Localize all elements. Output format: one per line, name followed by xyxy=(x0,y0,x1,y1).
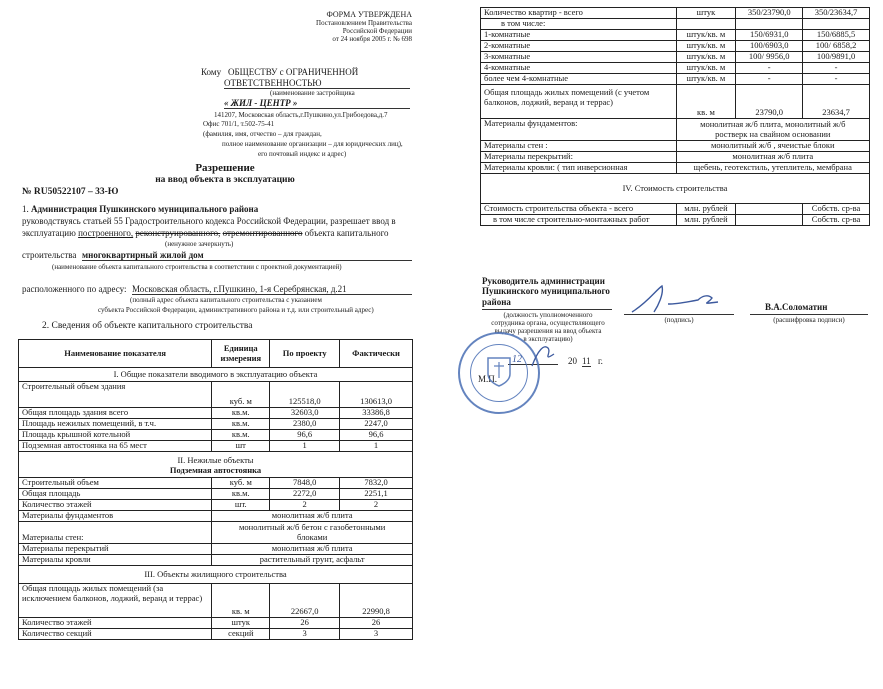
row-planned: 26 xyxy=(270,618,340,629)
row-planned xyxy=(736,19,803,30)
option-repaired: отремонтированного xyxy=(222,228,303,238)
table-row xyxy=(19,500,413,511)
row-label: Подземная автостоянка на 65 мест xyxy=(19,441,212,452)
komu-label: Кому xyxy=(201,67,222,77)
signatory-title-line1: Руководитель администрации xyxy=(482,276,605,286)
table-row xyxy=(481,30,870,41)
name-line xyxy=(750,314,868,315)
material-value: монолитный ж/б бетон с газобетонными блоками xyxy=(212,522,413,544)
row-unit: штук/кв. м xyxy=(676,41,736,52)
row-planned: 2380,0 xyxy=(270,419,340,430)
row-unit: куб. м xyxy=(212,382,270,408)
position-hint-line4: в эксплуатацию) xyxy=(523,335,573,344)
material-value: монолитный ж/б , ячеистые блоки xyxy=(676,141,869,152)
table-row xyxy=(19,408,413,419)
row-planned: 23790,0 xyxy=(736,85,803,119)
table-row xyxy=(481,19,870,30)
signatory-title-line3: района xyxy=(482,296,511,307)
table-row xyxy=(481,41,870,52)
row-unit: шт. xyxy=(212,500,270,511)
coat-of-arms-icon xyxy=(486,356,512,388)
table-row xyxy=(19,430,413,441)
table-row xyxy=(481,215,870,226)
row-planned xyxy=(736,204,803,215)
table-row xyxy=(481,141,870,152)
section-4-title: IV. Стоимость строительства xyxy=(481,174,870,204)
decree-line: Постановлением Правительства xyxy=(316,19,412,28)
row-unit: кв. м xyxy=(676,85,736,119)
table-row xyxy=(481,119,870,141)
form-approval-header xyxy=(270,10,412,43)
row-planned: 2272,0 xyxy=(270,489,340,500)
row-label: в том числе: xyxy=(481,19,677,30)
material-label: Материалы фундаментов: xyxy=(481,119,677,141)
form-approved-label: ФОРМА УТВЕРЖДЕНА xyxy=(326,10,412,19)
row-actual: Собств. ср-ва xyxy=(803,204,870,215)
row-unit: штук/кв. м xyxy=(676,52,736,63)
row-actual: - xyxy=(803,74,870,85)
recipient-org-name: « ЖИЛ - ЦЕНТР » xyxy=(224,98,410,109)
position-hint-line1: (должность уполномоченного xyxy=(503,311,593,319)
recipient-hint-line3: его почтовый индекс и адрес) xyxy=(258,150,347,158)
signature-squiggle-icon xyxy=(528,340,558,370)
object-capital: объекта капитального xyxy=(304,228,389,238)
material-label: Материалы стен : xyxy=(481,141,677,152)
row-actual: 23634,7 xyxy=(803,85,870,119)
row-label: 2-комнатные xyxy=(481,41,677,52)
material-value: растительный грунт, асфальт xyxy=(212,555,413,566)
table-row xyxy=(19,544,413,555)
address-hint-line2: субъекта Российской Федерации, административного района и т.д. или строительный адрес) xyxy=(98,306,374,314)
date-year: 20 xyxy=(568,356,577,366)
row-planned: 150/6931,0 xyxy=(736,30,803,41)
row-unit: секций xyxy=(212,629,270,640)
address-hint-line1: (полный адрес объекта капитального строительства с указанием xyxy=(130,296,322,304)
row-unit: куб. м xyxy=(212,478,270,489)
row-unit: кв.м. xyxy=(212,489,270,500)
table-row xyxy=(481,204,870,215)
handwritten-signature xyxy=(628,282,728,318)
row-planned: 2 xyxy=(270,500,340,511)
row-actual: 3 xyxy=(340,629,413,640)
row-unit: кв.м. xyxy=(212,419,270,430)
decree-date-line: от 24 ноября 2005 г. № 698 xyxy=(332,35,412,44)
row-label: Количество квартир - всего xyxy=(481,8,677,19)
material-value: монолитная ж/б плита xyxy=(212,511,413,522)
table-row xyxy=(19,618,413,629)
row-unit: кв. м xyxy=(212,584,270,618)
seal-place-label: М.П. xyxy=(478,374,498,384)
document-title: Разрешение xyxy=(195,162,255,174)
row-unit: штук/кв. м xyxy=(676,63,736,74)
row-label: Стоимость строительства объекта - всего xyxy=(481,204,677,215)
row-label: Общая площадь xyxy=(19,489,212,500)
object-name-hint: (наименование объекта капитального строительства в соответствии с проектной документацией) xyxy=(52,263,342,271)
row-planned: 3 xyxy=(270,629,340,640)
row-actual: 100/9891,0 xyxy=(803,52,870,63)
row-unit: штук xyxy=(676,8,736,19)
row-label: Площадь нежилых помещений, в т.ч. xyxy=(19,419,212,430)
material-label: Материалы перекрытий: xyxy=(481,152,677,163)
option-reconstructed: реконструированного, xyxy=(135,228,221,238)
row-unit: шт xyxy=(212,441,270,452)
developer-name-hint: (наименование застройщика xyxy=(270,89,355,97)
row-planned: 100/6903,0 xyxy=(736,41,803,52)
table-row xyxy=(19,522,413,544)
row-planned: 125518,0 xyxy=(270,382,340,408)
row-planned: - xyxy=(736,74,803,85)
row-unit xyxy=(676,19,736,30)
issuing-authority: Администрация Пушкинского муниципального района xyxy=(31,204,259,214)
option-built: построенного, xyxy=(78,228,134,238)
row-actual: 130613,0 xyxy=(340,382,413,408)
table-row xyxy=(19,511,413,522)
material-value: монолитная ж/б плита xyxy=(676,152,869,163)
material-label: Материалы кровли xyxy=(19,555,212,566)
header-indicator: Наименование показателя xyxy=(19,340,212,368)
row-actual: 22990,8 xyxy=(340,584,413,618)
table-header-row xyxy=(19,340,413,368)
address-label: расположенного по адресу: xyxy=(22,284,127,294)
name-hint: (расшифровка подписи) xyxy=(773,316,845,324)
row-actual xyxy=(803,19,870,30)
row-actual: 2251,1 xyxy=(340,489,413,500)
object-label: строительства xyxy=(22,250,77,260)
row-label: Общая площадь здания всего xyxy=(19,408,212,419)
row-planned: - xyxy=(736,63,803,74)
signatory-title xyxy=(482,276,610,307)
row-planned: 22667,0 xyxy=(270,584,340,618)
object-address: Московская область, г.Пушкино, 1-я Серебрянская, д.21 xyxy=(132,284,412,295)
section-1-title: I. Общие показатели вводимого в эксплуатацию объекта xyxy=(19,368,413,382)
row-planned: 7848,0 xyxy=(270,478,340,489)
document-subtitle: на ввод объекта в эксплуатацию xyxy=(155,175,295,185)
position-hint-line2: сотрудника органа, осуществляющего xyxy=(491,319,605,328)
row-actual: 1 xyxy=(340,441,413,452)
apartments-table xyxy=(480,7,870,226)
section-2-title xyxy=(19,452,413,478)
table-row xyxy=(481,63,870,74)
row-actual: 7832,0 xyxy=(340,478,413,489)
row-actual: 33386,8 xyxy=(340,408,413,419)
commission-word: эксплуатацию xyxy=(22,228,76,238)
table-row xyxy=(19,629,413,640)
row-label: 1-комнатные xyxy=(481,30,677,41)
material-label: Материалы кровли: ( тип инверсионная xyxy=(481,163,677,174)
row-actual: Собств. ср-ва xyxy=(803,215,870,226)
date-day: 12 xyxy=(512,354,522,365)
header-actual: Фактически xyxy=(340,340,413,368)
row-label: Строительный объем xyxy=(19,478,212,489)
row-label: Общая площадь жилых помещений (с учетом балконов, лоджий, веранд и террас) xyxy=(481,85,677,119)
recipient-hint-line1: (фамилия, имя, отчество – для граждан, xyxy=(203,130,322,138)
row-unit: штук/кв. м xyxy=(676,30,736,41)
date-year-suffix: 11 xyxy=(582,356,591,366)
row-actual: 2247,0 xyxy=(340,419,413,430)
row-unit: млн. рублей xyxy=(676,215,736,226)
paragraph-1-text2 xyxy=(22,228,389,238)
signatory-name: В.А.Соломатин xyxy=(765,302,828,312)
table-row xyxy=(19,441,413,452)
row-unit: штук/кв. м xyxy=(676,74,736,85)
row-label: Площадь крышной котельной xyxy=(19,430,212,441)
recipient-address-line2: Офис 701/1, т.502-75-41 xyxy=(203,120,275,128)
row-planned: 32603,0 xyxy=(270,408,340,419)
section-2-subtitle-a: II. Нежилые объекты xyxy=(177,454,254,465)
recipient-address-line1: 141207, Московская область,г.Пушкино,ул.Грибоедова,д.7 xyxy=(214,111,388,119)
paragraph-1-number: 1. xyxy=(22,204,29,214)
row-actual: 350/23634,7 xyxy=(803,8,870,19)
row-unit: кв.м. xyxy=(212,430,270,441)
recipient-org-line2: ОТВЕТСТВЕННОСТЬЮ xyxy=(224,78,410,89)
row-label: в том числе строительно-монтажных работ xyxy=(481,215,677,226)
row-label: Общая площадь жилых помещений (за исключением балконов, лоджий, веранд и террас) xyxy=(19,584,212,618)
material-label: Материалы стен: xyxy=(19,522,212,544)
section-3-title: III. Объекты жилищного строительства xyxy=(19,566,413,584)
row-unit: кв.м. xyxy=(212,408,270,419)
material-label: Материалы фундаментов xyxy=(19,511,212,522)
row-actual: 100/ 6858,2 xyxy=(803,41,870,52)
material-label: Материалы перекрытий xyxy=(19,544,212,555)
table-row xyxy=(481,152,870,163)
row-unit: штук xyxy=(212,618,270,629)
row-label: 3-комнатные xyxy=(481,52,677,63)
object-name: многоквартирный жилой дом xyxy=(82,250,412,261)
paragraph-1-text1: руководствуясь статьей 55 Градостроительного кодекса Российской Федерации, разрешает ввод в xyxy=(22,216,396,226)
recipient-org-line1: ОБЩЕСТВУ с ОГРАНИЧЕННОЙ xyxy=(228,67,359,77)
table-row xyxy=(481,85,870,119)
row-label: Количество этажей xyxy=(19,500,212,511)
row-label: 4-комнатные xyxy=(481,63,677,74)
table-row xyxy=(481,52,870,63)
table-row xyxy=(19,489,413,500)
header-unit: Единица измерения xyxy=(212,340,270,368)
cross-out-hint: (ненужное зачеркнуть) xyxy=(165,240,234,248)
row-label: более чем 4-комнатные xyxy=(481,74,677,85)
table-row xyxy=(481,74,870,85)
table-row xyxy=(19,419,413,430)
recipient-hint-line2: полное наименование организации – для юридических лиц), xyxy=(222,140,403,148)
date-suffix: г. xyxy=(598,356,603,366)
section-2-heading: 2. Сведения об объекте капитального строительства xyxy=(42,321,253,331)
signature-hint: (подпись) xyxy=(664,316,694,324)
material-value: монолитная ж/б плита xyxy=(212,544,413,555)
row-planned: 1 xyxy=(270,441,340,452)
paragraph-1 xyxy=(22,204,258,214)
header-planned: По проекту xyxy=(270,340,340,368)
row-actual: 2 xyxy=(340,500,413,511)
row-planned: 350/23790,0 xyxy=(736,8,803,19)
row-planned: 100/ 9956,0 xyxy=(736,52,803,63)
row-planned: 96,6 xyxy=(270,430,340,441)
table-row xyxy=(19,478,413,489)
row-actual: 26 xyxy=(340,618,413,629)
row-actual: - xyxy=(803,63,870,74)
row-planned xyxy=(736,215,803,226)
permit-number: № RU50522107 – 33-Ю xyxy=(22,187,119,197)
row-actual: 96,6 xyxy=(340,430,413,441)
material-value: щебень, геотекстиль, утеплитель, мембрана xyxy=(676,163,869,174)
section-2-subtitle-b: Подземная автостоянка xyxy=(169,464,262,475)
object-info-table xyxy=(18,339,413,640)
table-row xyxy=(481,8,870,19)
table-row xyxy=(481,163,870,174)
table-row xyxy=(19,382,413,408)
position-underline xyxy=(482,309,612,310)
signatory-title-line2: Пушкинского муниципального xyxy=(482,286,610,297)
table-row xyxy=(19,584,413,618)
row-label: Количество секций xyxy=(19,629,212,640)
row-actual: 150/6885,5 xyxy=(803,30,870,41)
table-row xyxy=(19,555,413,566)
row-label: Количество этажей xyxy=(19,618,212,629)
position-hint-line3: выдачу разрешения на ввод объекта xyxy=(494,327,602,336)
row-label: Строительный объем здания xyxy=(19,382,212,408)
material-value: монолитная ж/б плита, монолитный ж/б ростверк на свайном основании xyxy=(676,119,869,141)
government-line: Российской Федерации xyxy=(342,27,412,36)
row-unit: млн. рублей xyxy=(676,204,736,215)
